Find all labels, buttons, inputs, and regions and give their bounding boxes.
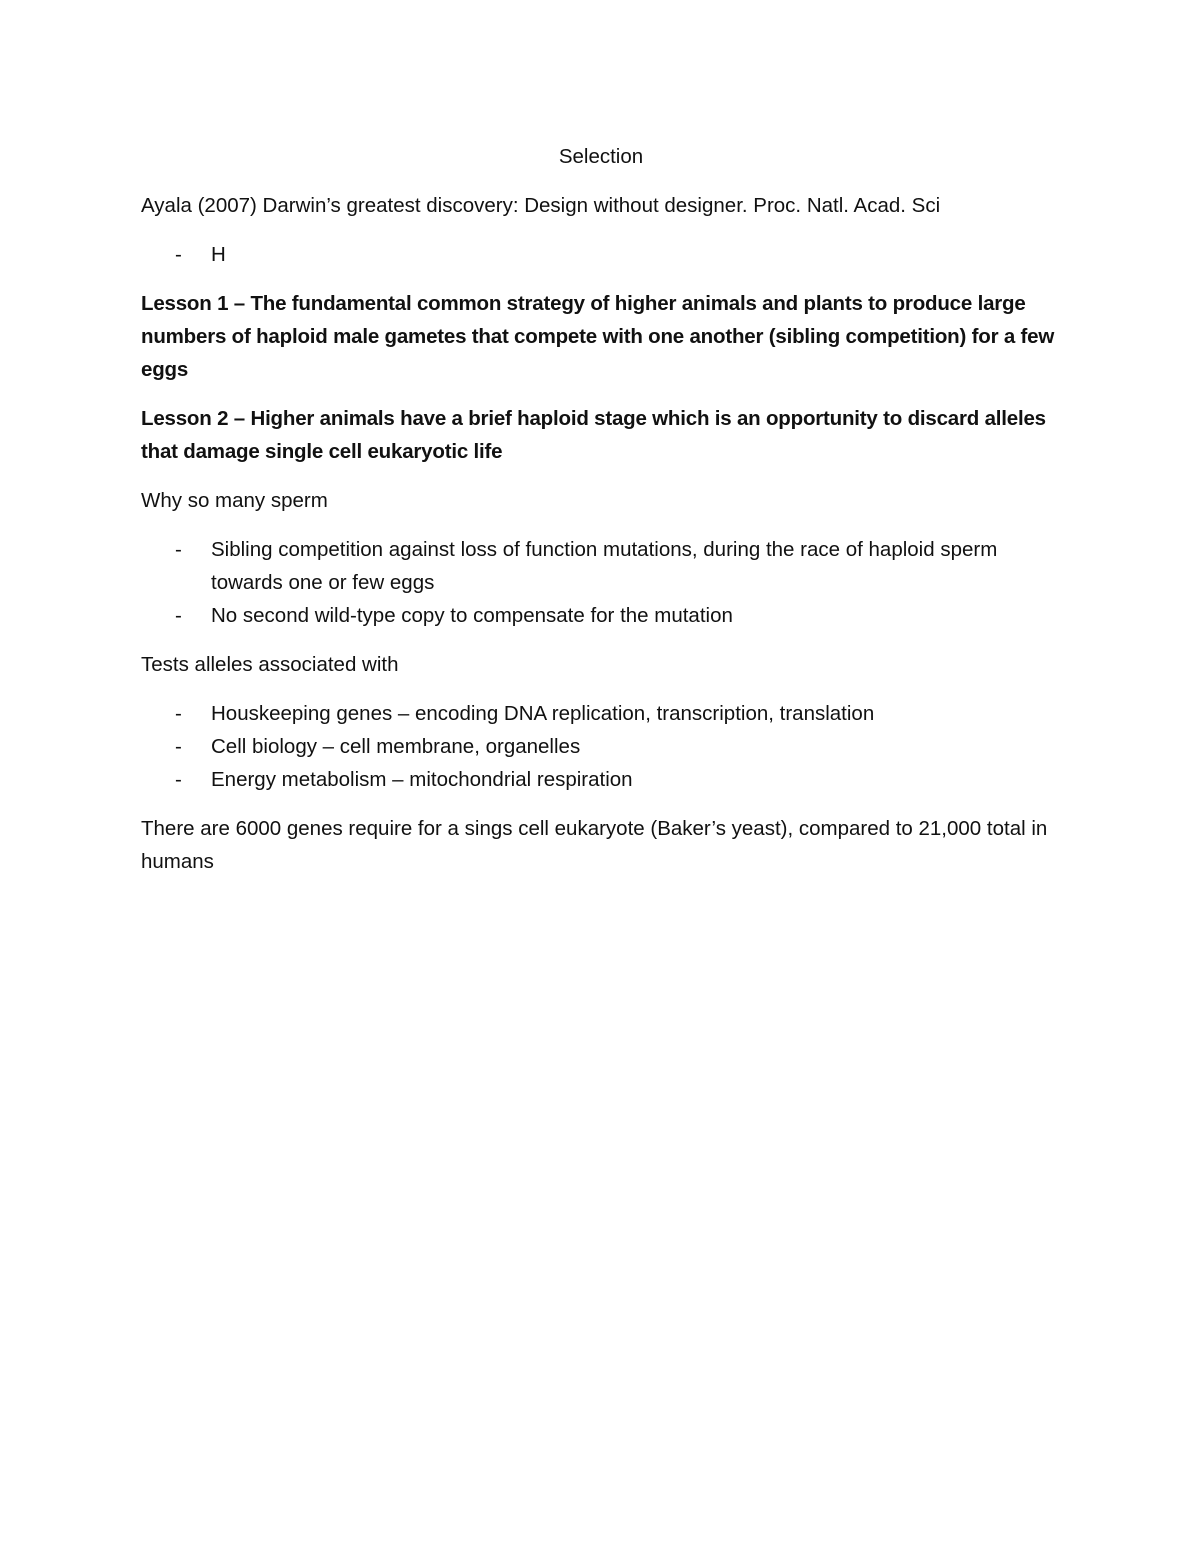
- lesson-2: Lesson 2 – Higher animals have a brief haploid stage which is an opportunity to discard alleles that damage single cell eukaryotic life: [141, 407, 1046, 463]
- dash-marker: -: [175, 538, 182, 561]
- closing-paragraph: There are 6000 genes require for a sings cell eukaryote (Baker’s yeast), compared to 21,000 total in humans: [141, 817, 1048, 873]
- dash-marker: -: [175, 768, 182, 791]
- lesson-1: Lesson 1 – The fundamental common strategy of higher animals and plants to produce large numbers of haploid male gametes that compete with one another (sibling competition) for a few eggs: [141, 292, 1055, 381]
- reference-bullet-list: [141, 238, 1061, 271]
- list-item-text: H: [211, 243, 226, 266]
- dash-marker: -: [175, 604, 182, 627]
- list-item-text: Houskeeping genes – encoding DNA replication, transcription, translation: [211, 702, 875, 725]
- list-item-text: Cell biology – cell membrane, organelles: [211, 735, 581, 758]
- list-item-text: Energy metabolism – mitochondrial respiration: [211, 768, 633, 791]
- list-item: [141, 763, 1061, 796]
- list-item: [141, 697, 1061, 730]
- dash-marker: -: [175, 702, 182, 725]
- sperm-bullet-list: [141, 533, 1061, 632]
- list-item-text: Sibling competition against loss of function mutations, during the race of haploid sperm towards one or few eggs: [211, 538, 998, 594]
- alleles-heading: Tests alleles associated with: [141, 653, 399, 676]
- dash-marker: -: [175, 243, 182, 266]
- list-item: [141, 730, 1061, 763]
- list-item: [141, 599, 1061, 632]
- dash-marker: -: [175, 735, 182, 758]
- sperm-heading: Why so many sperm: [141, 489, 328, 512]
- list-item: [141, 238, 1061, 271]
- document-title: Selection: [558, 145, 644, 168]
- reference-citation: Ayala (2007) Darwin’s greatest discovery: Design without designer. Proc. Natl. Acad. Sci: [141, 194, 941, 217]
- alleles-bullet-list: [141, 697, 1061, 796]
- list-item-text: No second wild-type copy to compensate for the mutation: [211, 604, 733, 627]
- list-item: [141, 533, 1061, 599]
- document-body: [141, 140, 1061, 894]
